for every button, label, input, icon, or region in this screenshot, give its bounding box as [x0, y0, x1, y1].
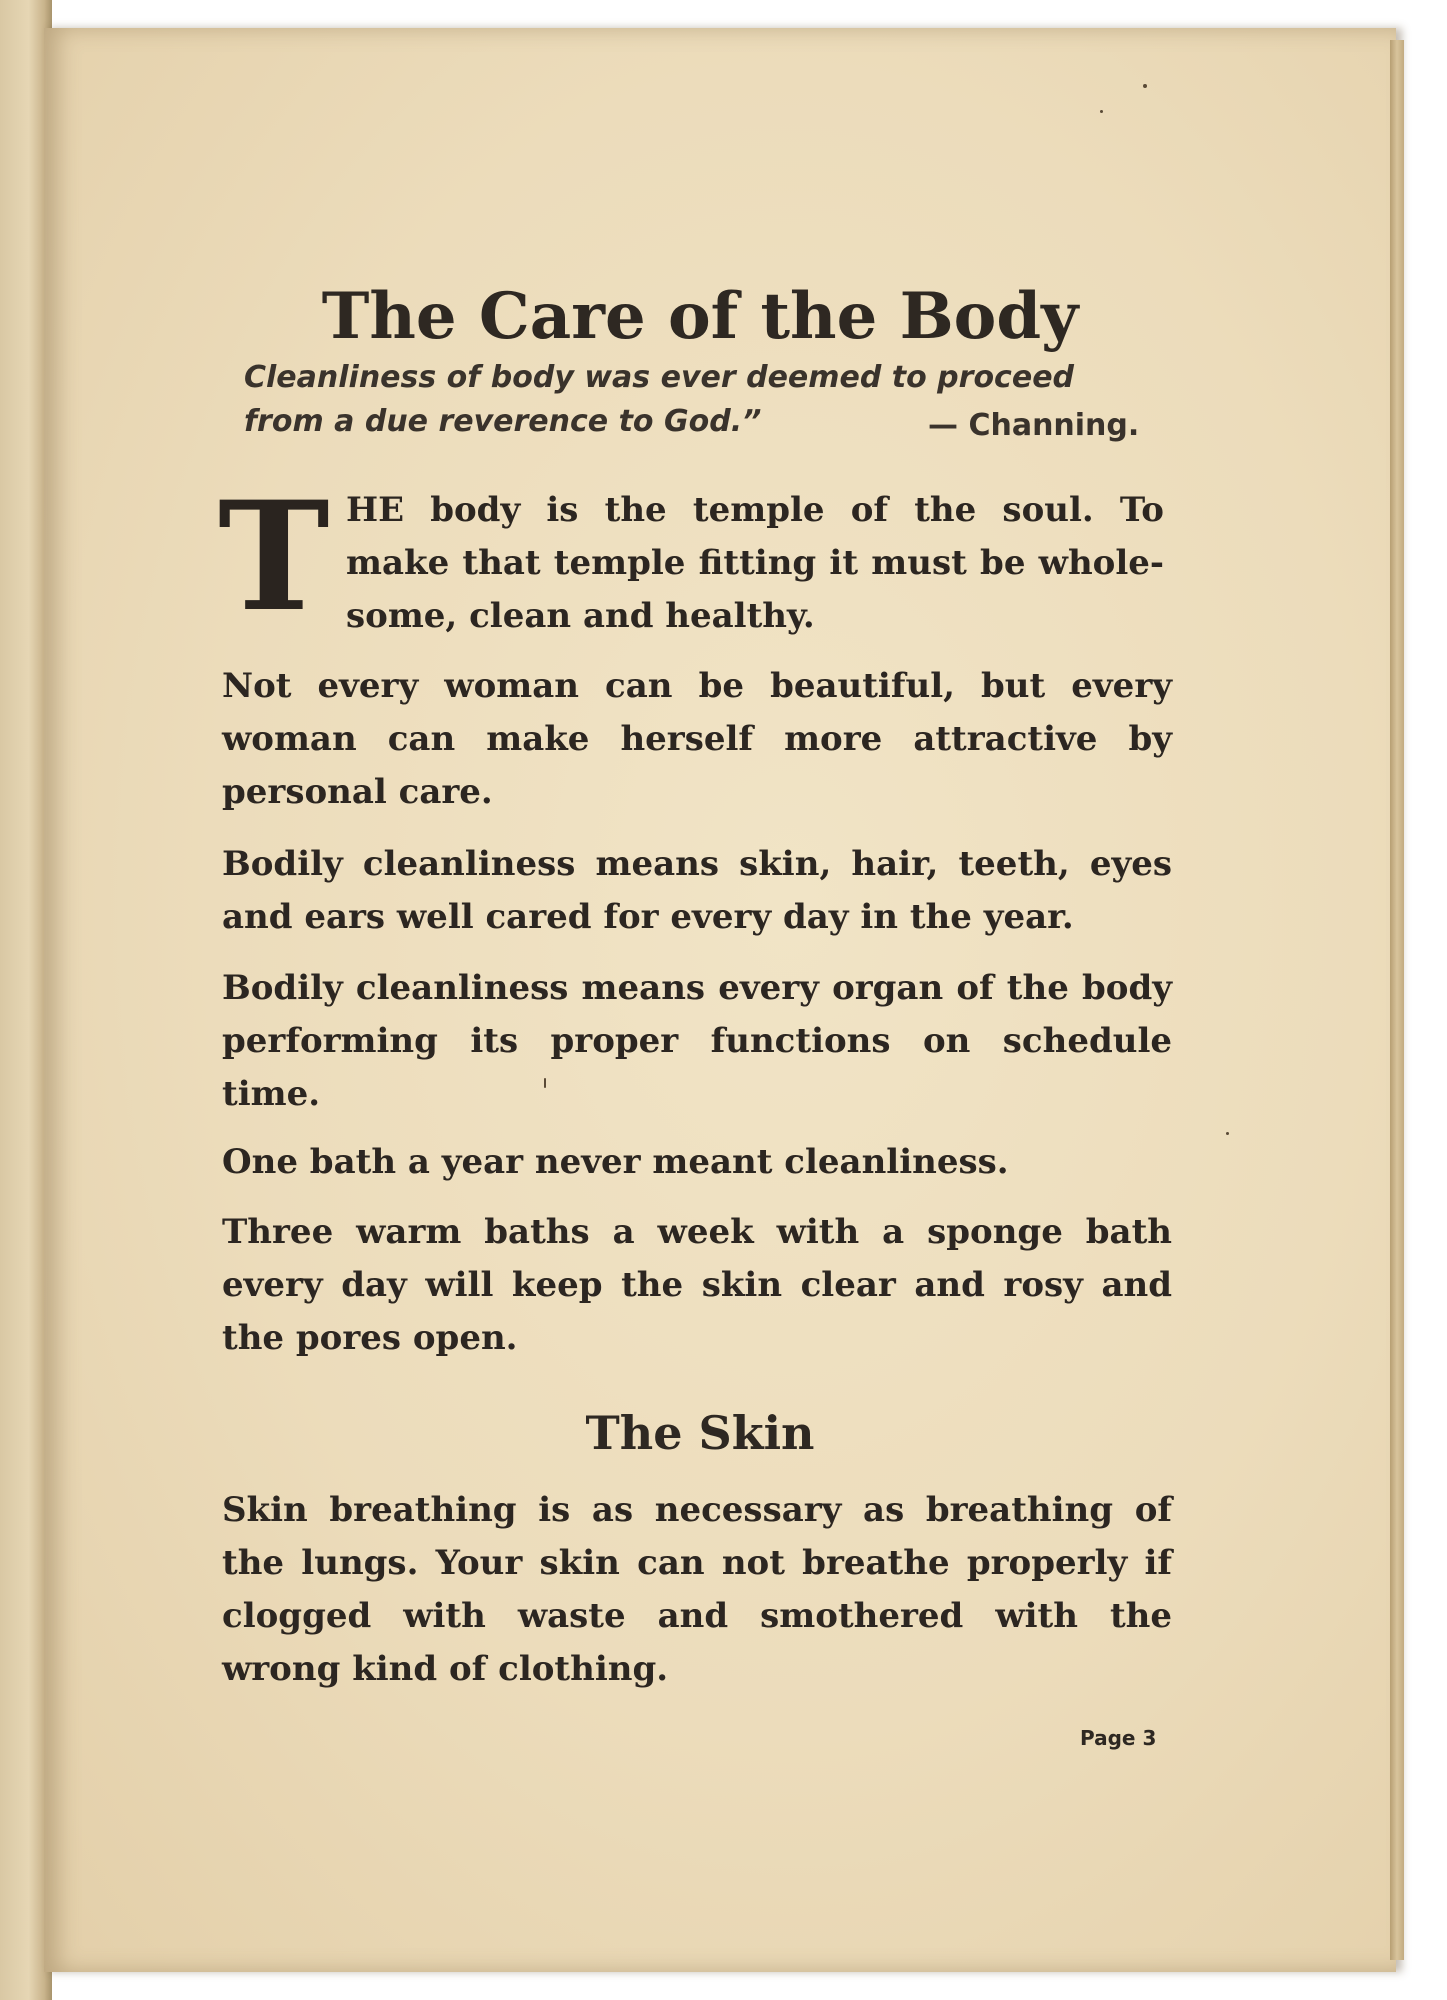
- paper-speck: [1100, 110, 1103, 113]
- page-number: Page 3: [1080, 1726, 1157, 1750]
- page-stack-edge: [1390, 40, 1404, 1960]
- paper-speck: [1143, 84, 1147, 88]
- paper-speck: [1226, 1132, 1229, 1135]
- page-title: The Care of the Body: [321, 278, 1079, 354]
- body-paragraph: Bodily cleanliness means every organ of the body performing its proper functions on schedule time.: [222, 968, 1172, 1114]
- body-paragraph: Not every woman can be beautiful, but every woman can make herself more attractive by personal care.: [222, 666, 1172, 812]
- body-paragraph: Bodily cleanliness means skin, hair, teeth, eyes and ears well cared for every day in the year.: [222, 844, 1172, 937]
- section-paragraph: Skin breathing is as necessary as breathing of the lungs. Your skin can not breathe properly if clogged with waste and smothered with the wrong kind of clothing.: [222, 1490, 1172, 1689]
- epigraph-attribution: — Channing.: [928, 408, 1140, 443]
- epigraph-line-2: from a due reverence to God.”: [244, 404, 762, 439]
- section-heading: The Skin: [585, 1406, 815, 1460]
- drop-cap: T: [218, 469, 330, 645]
- intro-paragraph: HE body is the temple of the soul. To make that temple fitting it must be whole-some, clean and healthy.: [346, 490, 1164, 636]
- body-paragraph: Three warm baths a week with a sponge bath every day will keep the skin clear and rosy and the pores open.: [222, 1212, 1172, 1358]
- body-paragraph: One bath a year never meant cleanliness.: [222, 1142, 1009, 1182]
- epigraph-line-1: Cleanliness of body was ever deemed to proceed: [244, 360, 1075, 395]
